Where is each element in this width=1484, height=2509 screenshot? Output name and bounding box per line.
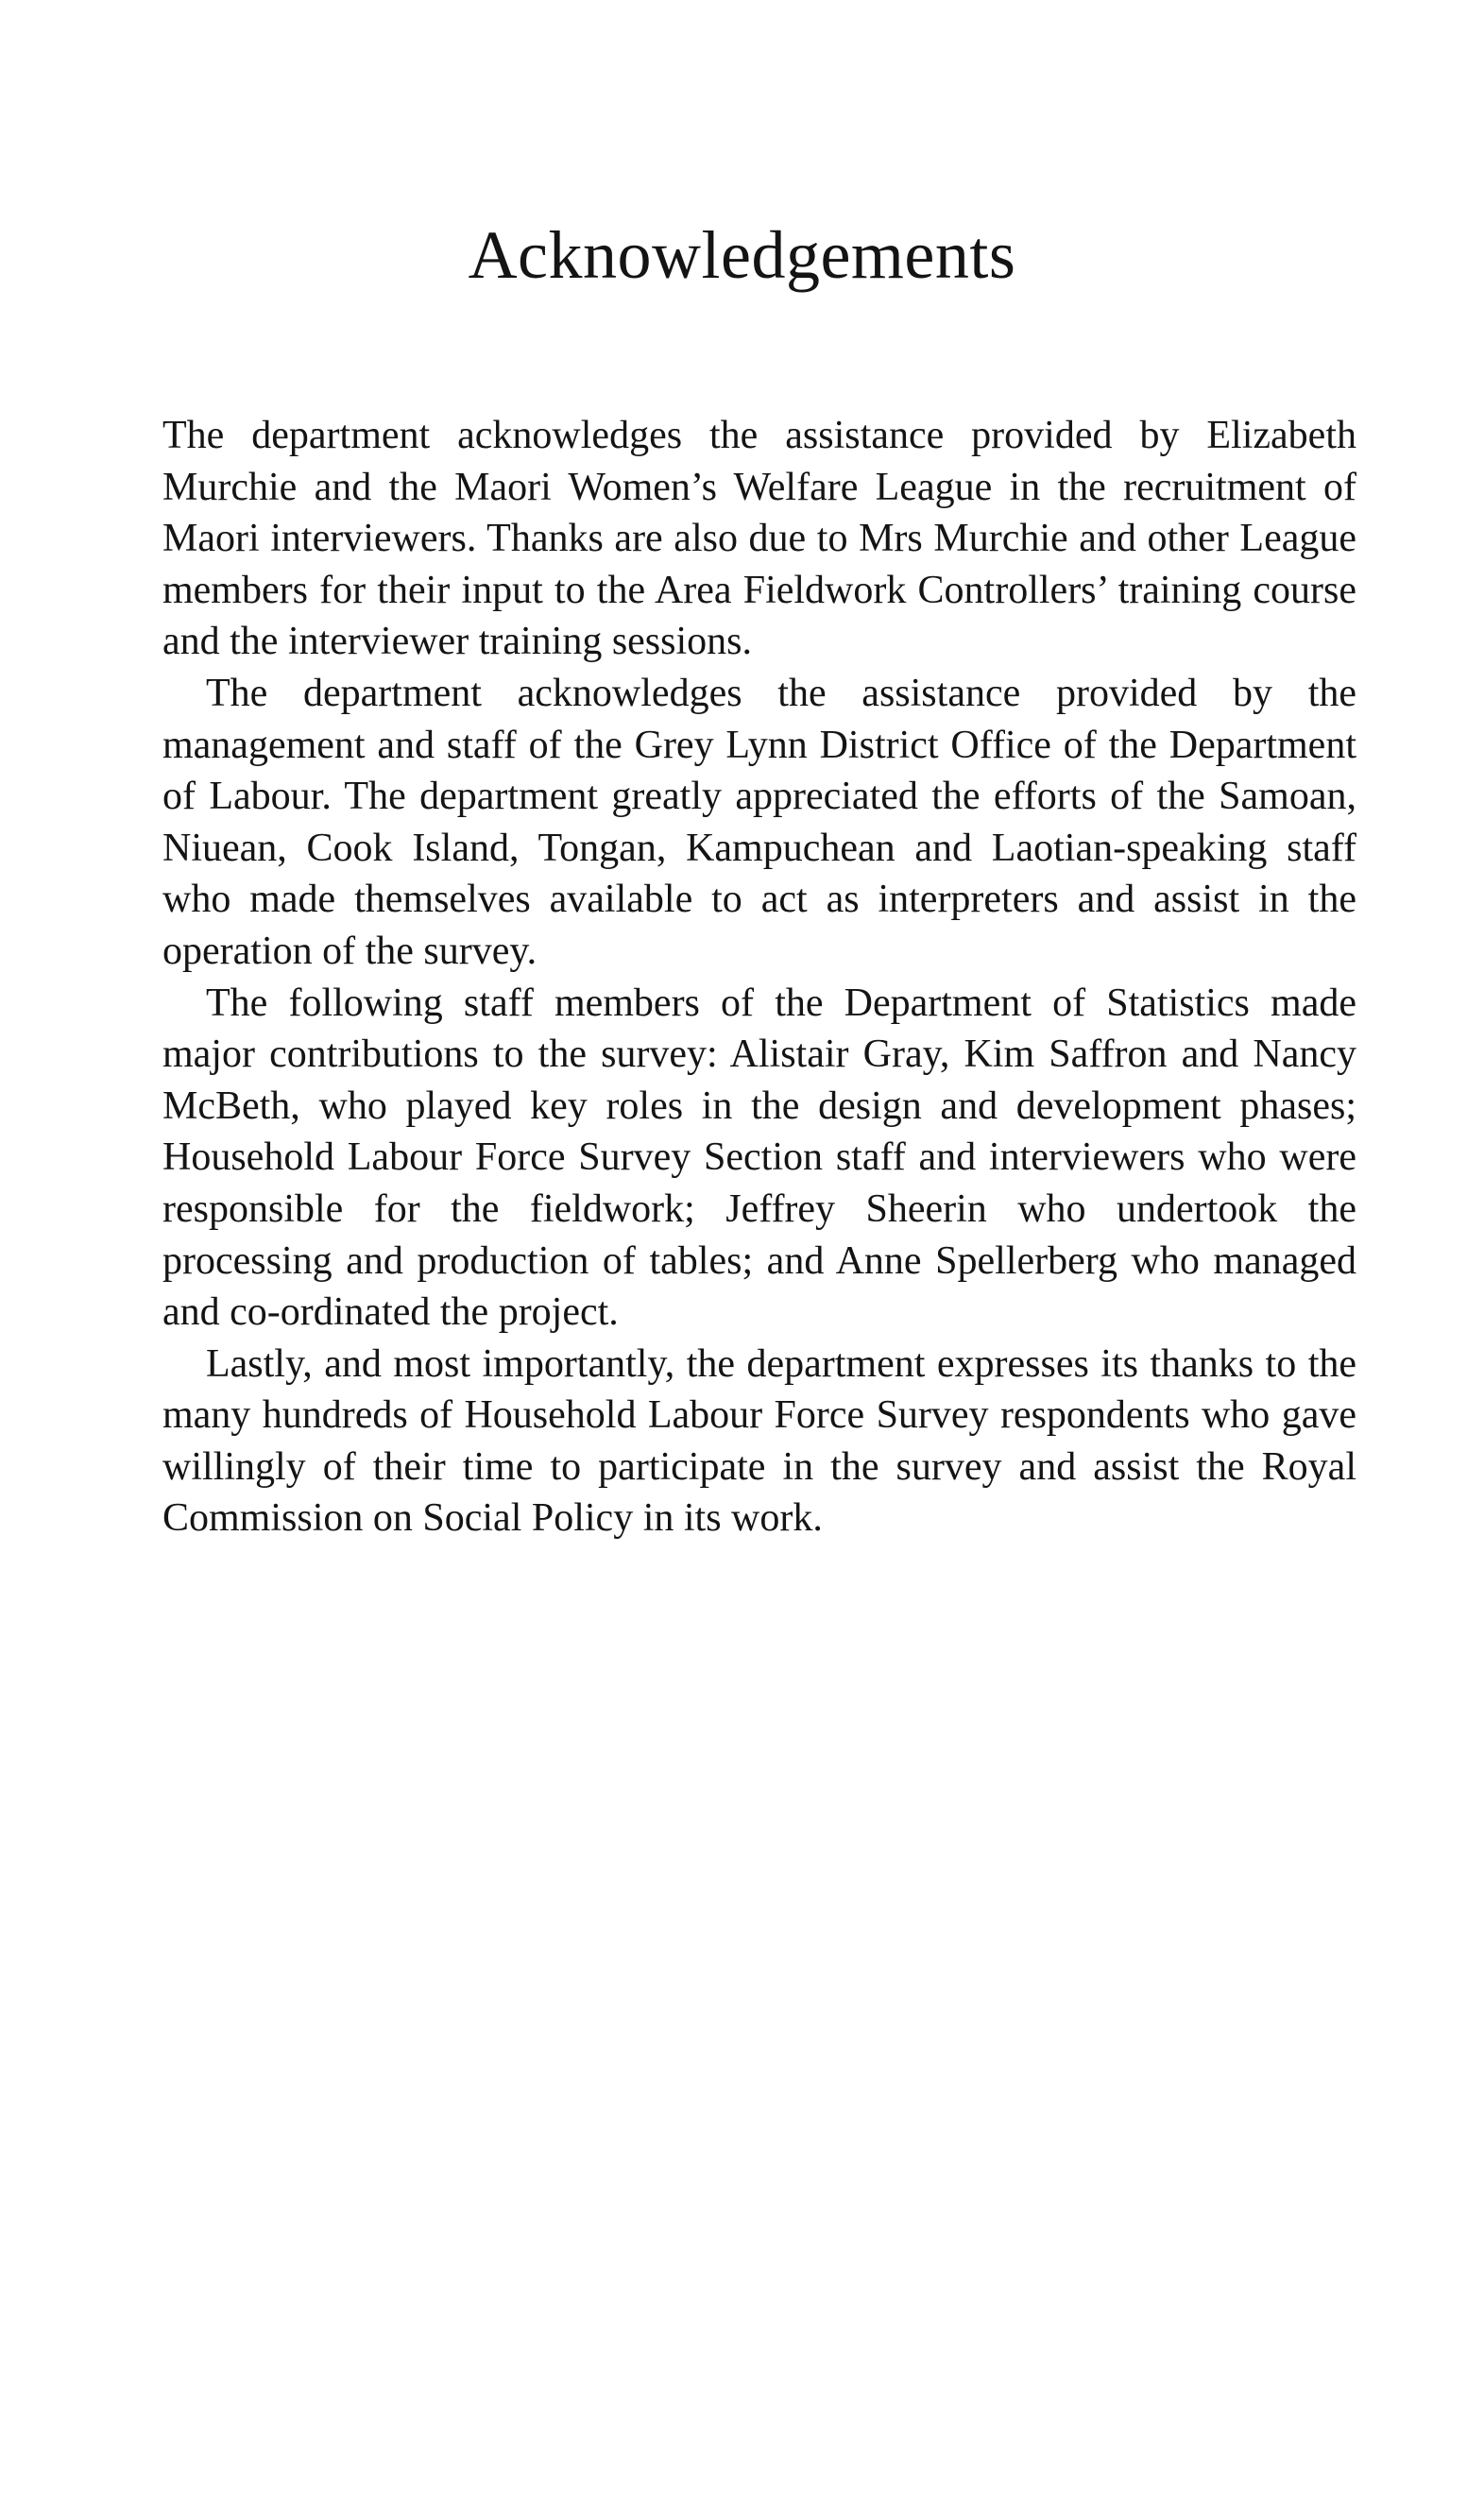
paragraph-department-of-labour: The department acknowledges the assistance provided by the management and staff of the Grey Lynn District Office of the Department of Labour. The department greatly appreciated the efforts of the Samoan, Niuean, Cook Island, Tongan, Kampuchean and Laotian-speaking staff who made themselves available to act as interpreters and assist in the operation of the survey. — [162, 671, 1356, 973]
paragraph-assistance-league: The department acknowledges the assistance provided by Elizabeth Murchie and the Maori Women’s Welfare League in the recruitment of Maori interviewers. Thanks are also due to Mrs Murchie and other League members for their input to the Area Fieldwork Controllers’ training course and the interviewer training sessions. — [162, 414, 1356, 664]
paragraph-respondents: Lastly, and most importantly, the department expresses its thanks to the many hundreds of Household Labour Force Survey respondents who gave willingly of their time to participate in the survey and assist the Royal Commission on Social Policy in its work. — [162, 1341, 1356, 1541]
paragraph-statistics-staff: The following staff members of the Department of Statistics made major contributions to the survey: Alistair Gray, Kim Saffron and Nancy McBeth, who played key roles in the design and development phases; Household Labour Force Survey Section staff and interviewers who were responsible for the fieldwork; Jeffrey Sheerin who undertook the processing and production of tables; and Anne Spellerberg who managed and co-ordinated the project. — [162, 981, 1356, 1335]
acknowledgements-body — [162, 410, 1356, 1545]
page-title: Acknowledgements — [468, 217, 1016, 293]
